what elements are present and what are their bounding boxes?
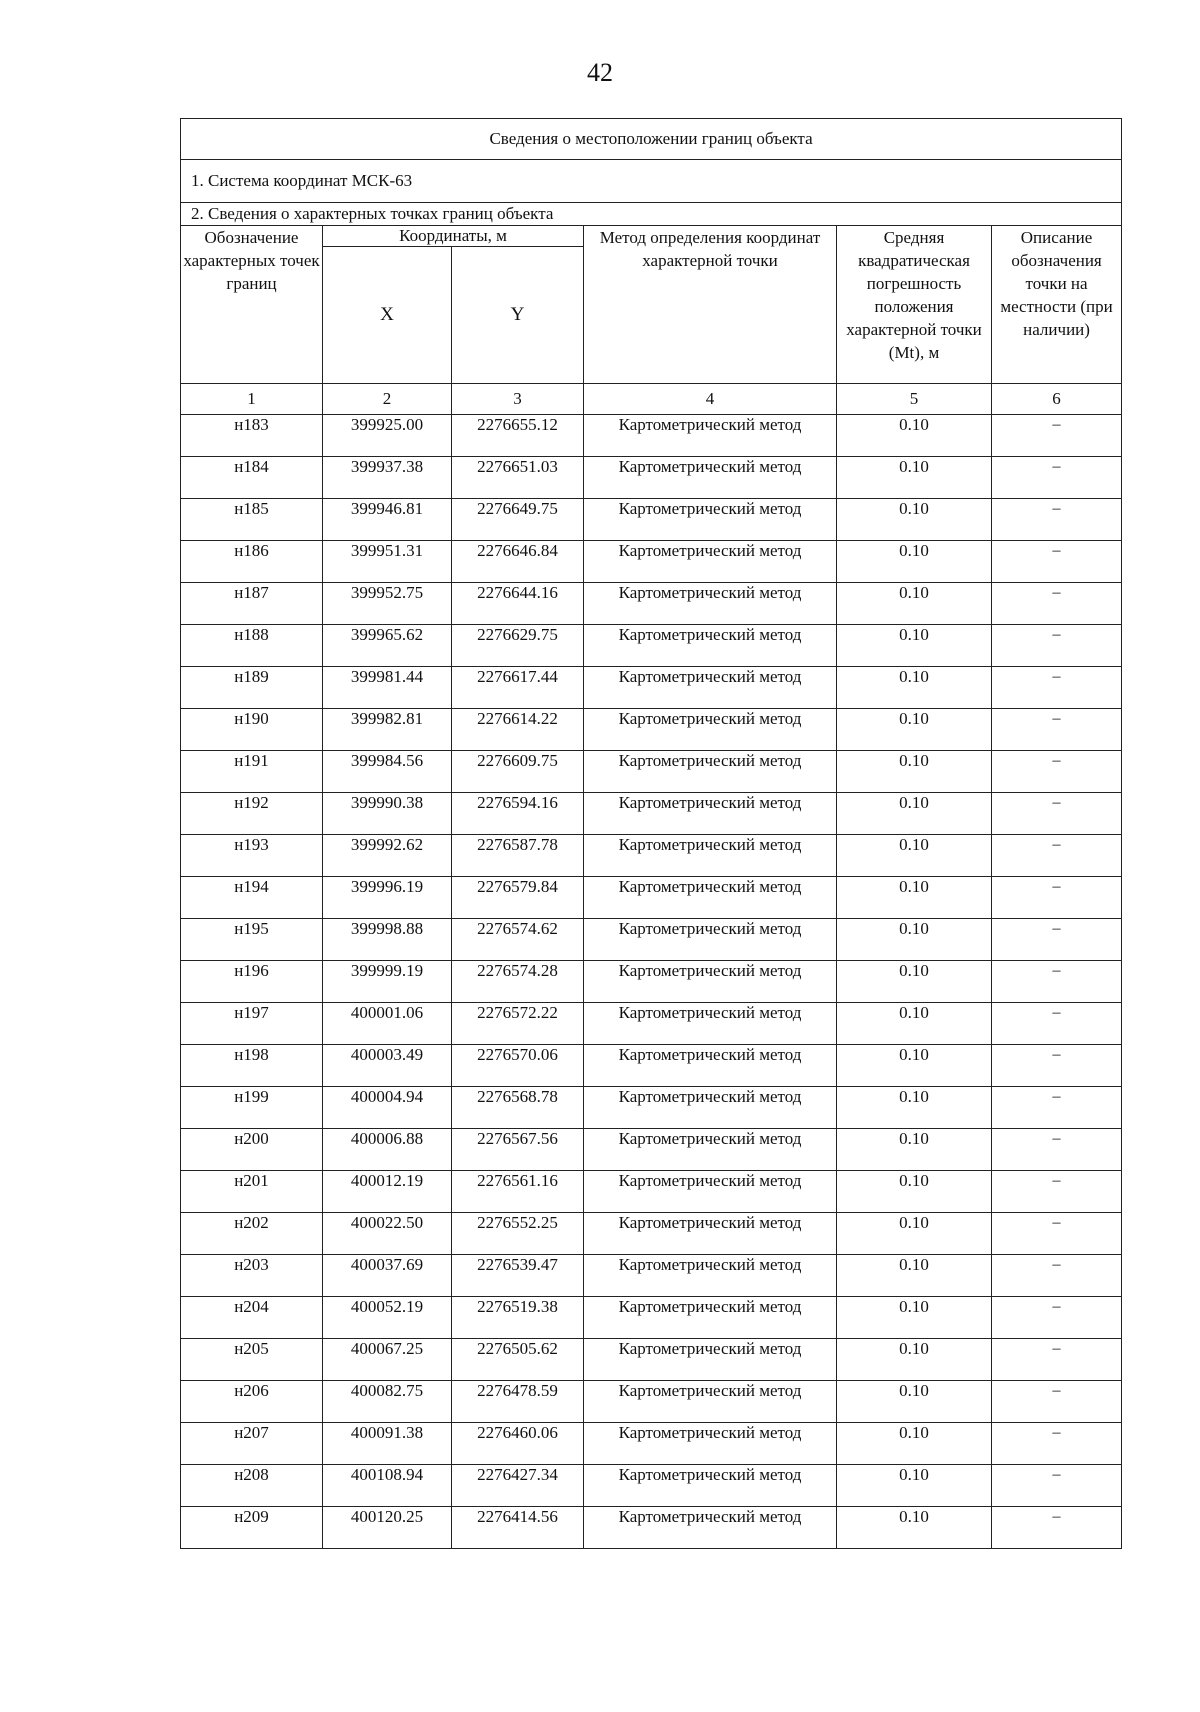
mean-error: 0.10: [837, 1129, 992, 1171]
coordinate-x: 399937.38: [323, 457, 452, 499]
table-row: [181, 961, 1122, 1003]
point-id: н205: [181, 1339, 323, 1381]
mean-error: 0.10: [837, 1381, 992, 1423]
method: Картометрический метод: [584, 1087, 837, 1129]
mean-error: 0.10: [837, 415, 992, 457]
coordinate-x: 399965.62: [323, 625, 452, 667]
table-row: [181, 1213, 1122, 1255]
coordinate-x: 399984.56: [323, 751, 452, 793]
coordinate-x: 400082.75: [323, 1381, 452, 1423]
description: –: [992, 919, 1122, 961]
table-row: [181, 1003, 1122, 1045]
mean-error: 0.10: [837, 499, 992, 541]
point-id: н199: [181, 1087, 323, 1129]
header-coordinates: Координаты, м: [323, 226, 584, 247]
description: –: [992, 499, 1122, 541]
table-body: [181, 415, 1122, 1549]
method: Картометрический метод: [584, 415, 837, 457]
table-row: [181, 541, 1122, 583]
coordinate-x: 399999.19: [323, 961, 452, 1003]
mean-error: 0.10: [837, 1507, 992, 1549]
table-row: [181, 877, 1122, 919]
coordinate-y: 2276414.56: [452, 1507, 584, 1549]
coordinate-y: 2276574.62: [452, 919, 584, 961]
description: –: [992, 1507, 1122, 1549]
coordinate-x: 399992.62: [323, 835, 452, 877]
description: –: [992, 457, 1122, 499]
point-id: н189: [181, 667, 323, 709]
point-id: н194: [181, 877, 323, 919]
coordinate-x: 400067.25: [323, 1339, 452, 1381]
method: Картометрический метод: [584, 709, 837, 751]
coordinate-y: 2276561.16: [452, 1171, 584, 1213]
coordinate-y: 2276617.44: [452, 667, 584, 709]
point-id: н201: [181, 1171, 323, 1213]
column-number: 1: [181, 384, 323, 415]
point-id: н192: [181, 793, 323, 835]
table-row: [181, 1045, 1122, 1087]
point-id: н193: [181, 835, 323, 877]
column-number: 4: [584, 384, 837, 415]
method: Картометрический метод: [584, 1045, 837, 1087]
point-id: н203: [181, 1255, 323, 1297]
coordinate-y: 2276587.78: [452, 835, 584, 877]
point-id: н200: [181, 1129, 323, 1171]
mean-error: 0.10: [837, 1255, 992, 1297]
coordinate-x: 400091.38: [323, 1423, 452, 1465]
coordinate-y: 2276570.06: [452, 1045, 584, 1087]
point-id: н191: [181, 751, 323, 793]
table-row: [181, 1087, 1122, 1129]
method: Картометрический метод: [584, 1171, 837, 1213]
mean-error: 0.10: [837, 919, 992, 961]
table-row: [181, 709, 1122, 751]
description: –: [992, 1297, 1122, 1339]
method: Картометрический метод: [584, 1465, 837, 1507]
coordinate-y: 2276649.75: [452, 499, 584, 541]
method: Картометрический метод: [584, 793, 837, 835]
description: –: [992, 583, 1122, 625]
table-row: [181, 1171, 1122, 1213]
coordinate-y: 2276568.78: [452, 1087, 584, 1129]
coordinate-x: 400108.94: [323, 1465, 452, 1507]
table-row: [181, 919, 1122, 961]
mean-error: 0.10: [837, 457, 992, 499]
coordinate-x: 400012.19: [323, 1171, 452, 1213]
description: –: [992, 415, 1122, 457]
coordinate-y: 2276552.25: [452, 1213, 584, 1255]
header-method: Метод определения координат характерной точки: [584, 226, 837, 384]
coordinate-y: 2276646.84: [452, 541, 584, 583]
coordinate-y: 2276505.62: [452, 1339, 584, 1381]
point-id: н209: [181, 1507, 323, 1549]
coordinate-x: 400004.94: [323, 1087, 452, 1129]
header-error: Средняя квадратическая погрешность положения характерной точки (Mt), м: [837, 226, 992, 384]
method: Картометрический метод: [584, 919, 837, 961]
coordinate-y: 2276574.28: [452, 961, 584, 1003]
point-id: н198: [181, 1045, 323, 1087]
coordinate-y: 2276460.06: [452, 1423, 584, 1465]
table-row: [181, 1423, 1122, 1465]
column-number: 2: [323, 384, 452, 415]
table-row: [181, 751, 1122, 793]
description: –: [992, 1339, 1122, 1381]
mean-error: 0.10: [837, 1087, 992, 1129]
description: –: [992, 793, 1122, 835]
description: –: [992, 1045, 1122, 1087]
point-id: н197: [181, 1003, 323, 1045]
header-point-designation: Обозначение характерных точек границ: [181, 226, 323, 384]
coordinate-system: 1. Система координат МСК-63: [181, 160, 1122, 203]
coordinate-y: 2276644.16: [452, 583, 584, 625]
coordinate-x: 399952.75: [323, 583, 452, 625]
coordinate-y: 2276427.34: [452, 1465, 584, 1507]
header-y: Y: [452, 247, 584, 384]
table-row: [181, 1381, 1122, 1423]
method: Картометрический метод: [584, 541, 837, 583]
point-id: н188: [181, 625, 323, 667]
table-row: [181, 583, 1122, 625]
point-id: н185: [181, 499, 323, 541]
header-x: X: [323, 247, 452, 384]
description: –: [992, 709, 1122, 751]
mean-error: 0.10: [837, 1045, 992, 1087]
mean-error: 0.10: [837, 1465, 992, 1507]
method: Картометрический метод: [584, 583, 837, 625]
coordinate-y: 2276539.47: [452, 1255, 584, 1297]
mean-error: 0.10: [837, 1003, 992, 1045]
mean-error: 0.10: [837, 751, 992, 793]
method: Картометрический метод: [584, 961, 837, 1003]
point-id: н207: [181, 1423, 323, 1465]
description: –: [992, 1255, 1122, 1297]
coordinate-y: 2276609.75: [452, 751, 584, 793]
description: –: [992, 1465, 1122, 1507]
coordinate-x: 399951.31: [323, 541, 452, 583]
table-row: [181, 1507, 1122, 1549]
description: –: [992, 1003, 1122, 1045]
point-id: н206: [181, 1381, 323, 1423]
mean-error: 0.10: [837, 667, 992, 709]
point-id: н202: [181, 1213, 323, 1255]
point-id: н190: [181, 709, 323, 751]
table-row: [181, 625, 1122, 667]
point-id: н208: [181, 1465, 323, 1507]
description: –: [992, 835, 1122, 877]
description: –: [992, 1423, 1122, 1465]
mean-error: 0.10: [837, 793, 992, 835]
mean-error: 0.10: [837, 961, 992, 1003]
point-id: н187: [181, 583, 323, 625]
table-row: [181, 793, 1122, 835]
method: Картометрический метод: [584, 1213, 837, 1255]
method: Картометрический метод: [584, 667, 837, 709]
table-row: [181, 667, 1122, 709]
description: –: [992, 625, 1122, 667]
point-id: н184: [181, 457, 323, 499]
description: –: [992, 1129, 1122, 1171]
mean-error: 0.10: [837, 1171, 992, 1213]
mean-error: 0.10: [837, 1339, 992, 1381]
method: Картометрический метод: [584, 1003, 837, 1045]
table-row: [181, 415, 1122, 457]
header-description: Описание обозначения точки на местности (при наличии): [992, 226, 1122, 384]
coordinate-x: 399996.19: [323, 877, 452, 919]
column-number: 6: [992, 384, 1122, 415]
mean-error: 0.10: [837, 625, 992, 667]
coordinate-x: 400052.19: [323, 1297, 452, 1339]
description: –: [992, 1213, 1122, 1255]
table-row: [181, 1339, 1122, 1381]
method: Картометрический метод: [584, 751, 837, 793]
table-row: [181, 499, 1122, 541]
column-number: 3: [452, 384, 584, 415]
column-number: 5: [837, 384, 992, 415]
mean-error: 0.10: [837, 1423, 992, 1465]
mean-error: 0.10: [837, 835, 992, 877]
description: –: [992, 667, 1122, 709]
method: Картометрический метод: [584, 835, 837, 877]
coordinate-y: 2276651.03: [452, 457, 584, 499]
coordinate-y: 2276519.38: [452, 1297, 584, 1339]
description: –: [992, 961, 1122, 1003]
mean-error: 0.10: [837, 709, 992, 751]
point-id: н195: [181, 919, 323, 961]
coordinate-y: 2276655.12: [452, 415, 584, 457]
method: Картометрический метод: [584, 499, 837, 541]
method: Картометрический метод: [584, 877, 837, 919]
coordinate-y: 2276614.22: [452, 709, 584, 751]
coordinate-x: 400022.50: [323, 1213, 452, 1255]
points-section-title: 2. Сведения о характерных точках границ объекта: [181, 203, 1122, 226]
coordinate-x: 400037.69: [323, 1255, 452, 1297]
table-row: [181, 1129, 1122, 1171]
column-number-row: [181, 384, 1122, 415]
description: –: [992, 877, 1122, 919]
point-id: н186: [181, 541, 323, 583]
coordinate-x: 400001.06: [323, 1003, 452, 1045]
table-row: [181, 1465, 1122, 1507]
coordinate-x: 400120.25: [323, 1507, 452, 1549]
coordinate-y: 2276629.75: [452, 625, 584, 667]
description: –: [992, 1171, 1122, 1213]
description: –: [992, 541, 1122, 583]
mean-error: 0.10: [837, 541, 992, 583]
coordinate-x: 399998.88: [323, 919, 452, 961]
method: Картометрический метод: [584, 457, 837, 499]
coordinate-y: 2276478.59: [452, 1381, 584, 1423]
method: Картометрический метод: [584, 1507, 837, 1549]
page-number: 42: [587, 58, 613, 87]
coordinate-x: 399981.44: [323, 667, 452, 709]
coordinate-y: 2276579.84: [452, 877, 584, 919]
table-row: [181, 1297, 1122, 1339]
point-id: н183: [181, 415, 323, 457]
method: Картометрический метод: [584, 1381, 837, 1423]
mean-error: 0.10: [837, 1297, 992, 1339]
method: Картометрический метод: [584, 1129, 837, 1171]
method: Картометрический метод: [584, 1423, 837, 1465]
coordinate-x: 399946.81: [323, 499, 452, 541]
description: –: [992, 1087, 1122, 1129]
point-id: н196: [181, 961, 323, 1003]
coordinate-x: 399925.00: [323, 415, 452, 457]
coordinate-y: 2276567.56: [452, 1129, 584, 1171]
description: –: [992, 751, 1122, 793]
mean-error: 0.10: [837, 1213, 992, 1255]
table-row: [181, 457, 1122, 499]
coordinate-x: 400006.88: [323, 1129, 452, 1171]
method: Картометрический метод: [584, 625, 837, 667]
table-row: [181, 835, 1122, 877]
coordinate-y: 2276572.22: [452, 1003, 584, 1045]
coordinate-y: 2276594.16: [452, 793, 584, 835]
coordinate-x: 400003.49: [323, 1045, 452, 1087]
table-row: [181, 1255, 1122, 1297]
point-id: н204: [181, 1297, 323, 1339]
mean-error: 0.10: [837, 877, 992, 919]
method: Картометрический метод: [584, 1297, 837, 1339]
coordinate-x: 399990.38: [323, 793, 452, 835]
table-title: Сведения о местоположении границ объекта: [181, 119, 1122, 160]
method: Картометрический метод: [584, 1339, 837, 1381]
method: Картометрический метод: [584, 1255, 837, 1297]
description: –: [992, 1381, 1122, 1423]
coordinate-x: 399982.81: [323, 709, 452, 751]
mean-error: 0.10: [837, 583, 992, 625]
boundary-points-table: [180, 118, 1122, 1549]
